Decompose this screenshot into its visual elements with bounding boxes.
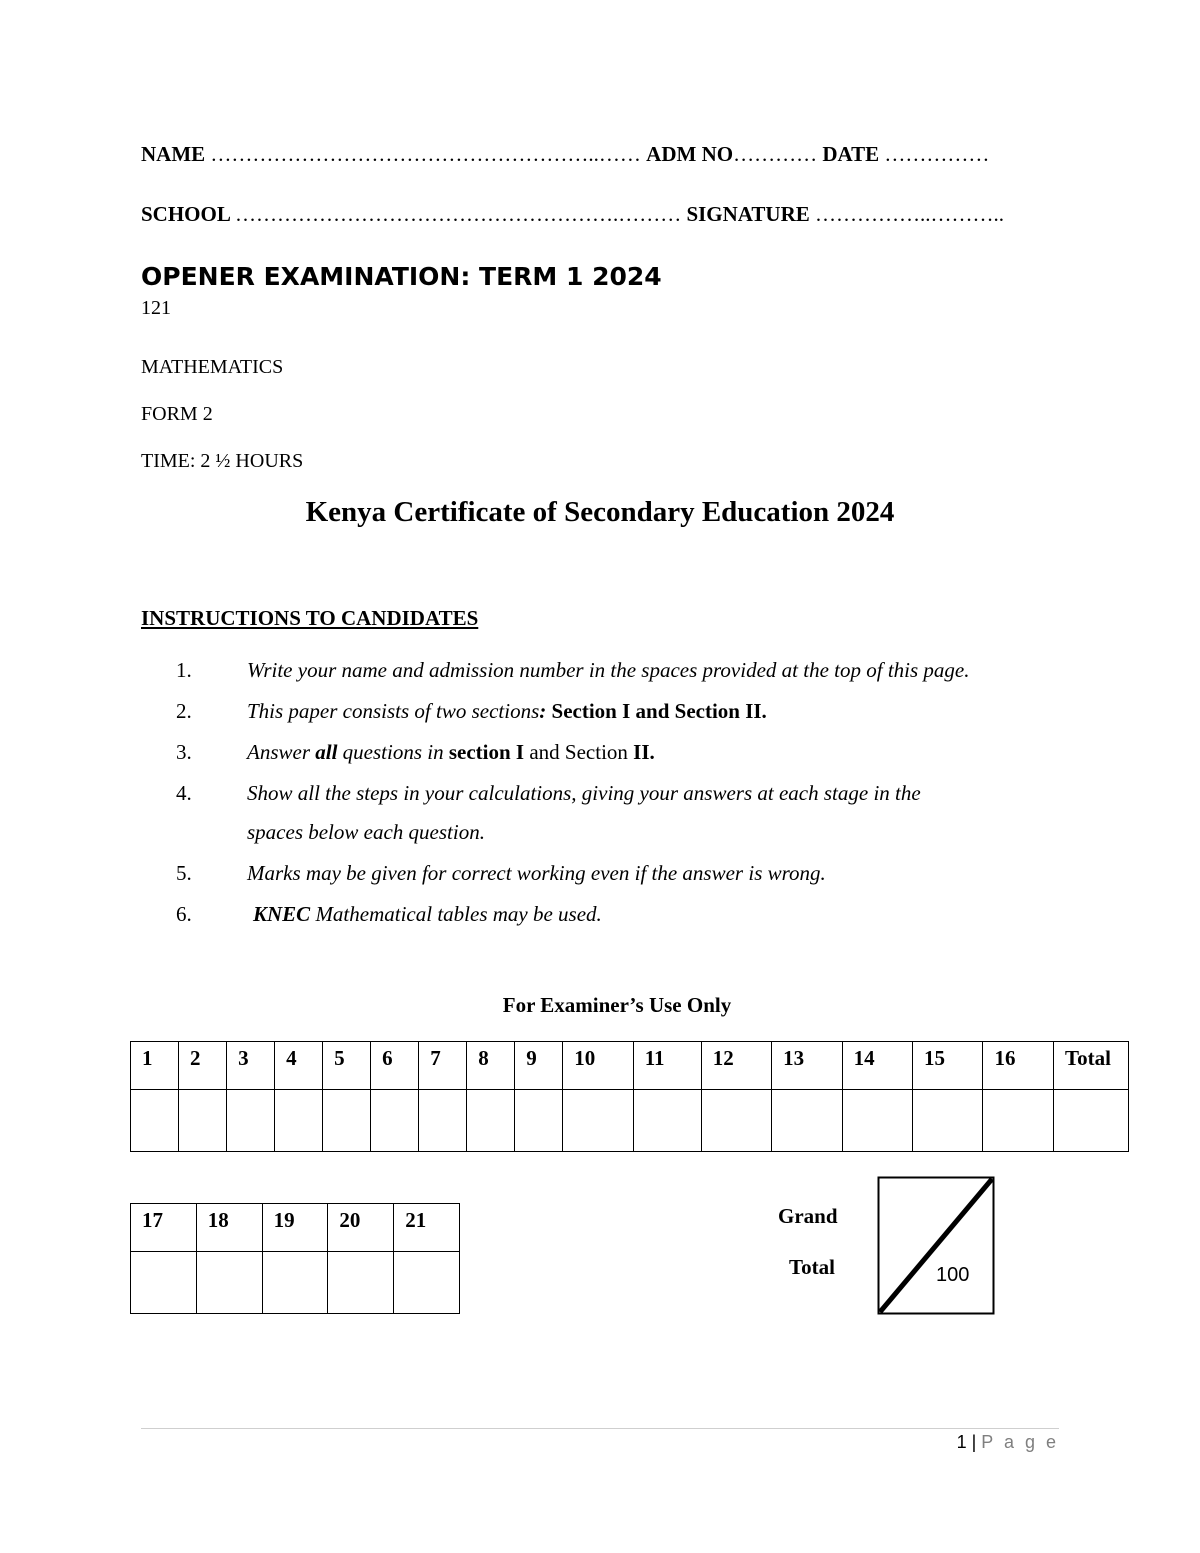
- question-header: 20: [328, 1204, 394, 1252]
- subject: MATHEMATICS: [141, 356, 284, 378]
- question-header: 10: [563, 1042, 633, 1090]
- score-cell[interactable]: [275, 1090, 323, 1152]
- score-cell[interactable]: [328, 1252, 394, 1314]
- marks-table-2: [130, 1203, 460, 1314]
- question-header: 5: [323, 1042, 371, 1090]
- page-word: P a g e: [981, 1432, 1059, 1452]
- score-cell[interactable]: [371, 1090, 419, 1152]
- question-header: 14: [842, 1042, 912, 1090]
- paper-code: 121: [141, 297, 171, 319]
- instruction-number: 4.: [176, 781, 192, 805]
- name-field[interactable]: ………………………………………………..……: [210, 142, 647, 166]
- grand-total-diagonal: [877, 1176, 995, 1315]
- instruction-number: 1.: [176, 658, 192, 682]
- question-header: 21: [394, 1204, 460, 1252]
- adm-no-label: ADM NO: [646, 142, 734, 166]
- question-header: 11: [633, 1042, 701, 1090]
- total-score-cell[interactable]: [1054, 1090, 1129, 1152]
- score-cell[interactable]: [131, 1090, 179, 1152]
- time-allowed: TIME: 2 ½ HOURS: [141, 450, 304, 472]
- instruction-text: Marks may be given for correct working even if the answer is wrong.: [247, 861, 826, 885]
- instruction-number: 6.: [176, 902, 192, 926]
- question-header: 17: [131, 1204, 197, 1252]
- grand-total-box[interactable]: [877, 1176, 995, 1315]
- instruction-text: KNEC Mathematical tables may be used.: [253, 902, 602, 926]
- total-header: Total: [1054, 1042, 1129, 1090]
- score-cell[interactable]: [913, 1090, 983, 1152]
- score-cell[interactable]: [227, 1090, 275, 1152]
- question-header: 16: [983, 1042, 1054, 1090]
- score-cell[interactable]: [983, 1090, 1054, 1152]
- marks-table-1: [130, 1041, 1129, 1152]
- instructions-heading: INSTRUCTIONS TO CANDIDATES: [141, 606, 479, 630]
- question-header: 18: [196, 1204, 262, 1252]
- instruction-text: spaces below each question.: [247, 820, 485, 844]
- question-header: 15: [913, 1042, 983, 1090]
- question-header: 9: [515, 1042, 563, 1090]
- marks-header-row: [131, 1204, 460, 1252]
- date-label: DATE: [822, 142, 880, 166]
- score-cell[interactable]: [515, 1090, 563, 1152]
- adm-no-field[interactable]: …………: [733, 142, 823, 166]
- score-cell[interactable]: [323, 1090, 371, 1152]
- instruction-number: 5.: [176, 861, 192, 885]
- instruction-number: 3.: [176, 740, 192, 764]
- score-cell[interactable]: [842, 1090, 912, 1152]
- instruction-text: Show all the steps in your calculations, giving your answers at each stage in the: [247, 781, 921, 805]
- name-adm-date-line: [141, 142, 989, 167]
- score-cell[interactable]: [772, 1090, 842, 1152]
- school-field[interactable]: ……………………………………………….………: [234, 202, 687, 226]
- total-label: Total: [789, 1255, 835, 1279]
- score-cell[interactable]: [701, 1090, 771, 1152]
- school-signature-line: [141, 202, 1004, 227]
- grand-label: Grand: [778, 1204, 838, 1228]
- question-header: 2: [179, 1042, 227, 1090]
- signature-label: SIGNATURE: [686, 202, 810, 226]
- footer-divider: [141, 1428, 1059, 1429]
- question-header: 8: [467, 1042, 515, 1090]
- date-field[interactable]: ……………: [879, 142, 990, 166]
- marks-score-row: [131, 1090, 1129, 1152]
- score-cell[interactable]: [262, 1252, 328, 1314]
- score-cell[interactable]: [467, 1090, 515, 1152]
- score-cell[interactable]: [131, 1252, 197, 1314]
- grand-total-max: 100: [936, 1264, 970, 1286]
- footer-separator: |: [966, 1432, 982, 1452]
- marks-header-row: [131, 1042, 1129, 1090]
- question-header: 1: [131, 1042, 179, 1090]
- question-header: 6: [371, 1042, 419, 1090]
- exam-title: OPENER EXAMINATION: TERM 1 2024: [141, 262, 662, 291]
- instruction-text: Write your name and admission number in the spaces provided at the top of this page.: [247, 658, 970, 682]
- instruction-text: This paper consists of two sections: Section I and Section II.: [247, 699, 767, 723]
- page-number: 1: [956, 1432, 967, 1452]
- score-cell[interactable]: [179, 1090, 227, 1152]
- certificate-title: Kenya Certificate of Secondary Education 2024: [305, 496, 895, 528]
- marks-score-row: [131, 1252, 460, 1314]
- examiner-heading: For Examiner’s Use Only: [502, 993, 732, 1017]
- score-cell[interactable]: [394, 1252, 460, 1314]
- score-cell[interactable]: [633, 1090, 701, 1152]
- school-label: SCHOOL: [141, 202, 230, 226]
- question-header: 7: [419, 1042, 467, 1090]
- form-level: FORM 2: [141, 403, 213, 425]
- page-footer: [957, 1432, 1059, 1453]
- score-cell[interactable]: [419, 1090, 467, 1152]
- question-header: 13: [772, 1042, 842, 1090]
- question-header: 12: [701, 1042, 771, 1090]
- signature-field[interactable]: ……………..………..: [809, 202, 1005, 226]
- name-label: NAME: [141, 142, 206, 166]
- instruction-number: 2.: [176, 699, 192, 723]
- instruction-text: Answer all questions in section I and Section II.: [247, 740, 655, 764]
- question-header: 19: [262, 1204, 328, 1252]
- question-header: 3: [227, 1042, 275, 1090]
- score-cell[interactable]: [563, 1090, 633, 1152]
- question-header: 4: [275, 1042, 323, 1090]
- score-cell[interactable]: [196, 1252, 262, 1314]
